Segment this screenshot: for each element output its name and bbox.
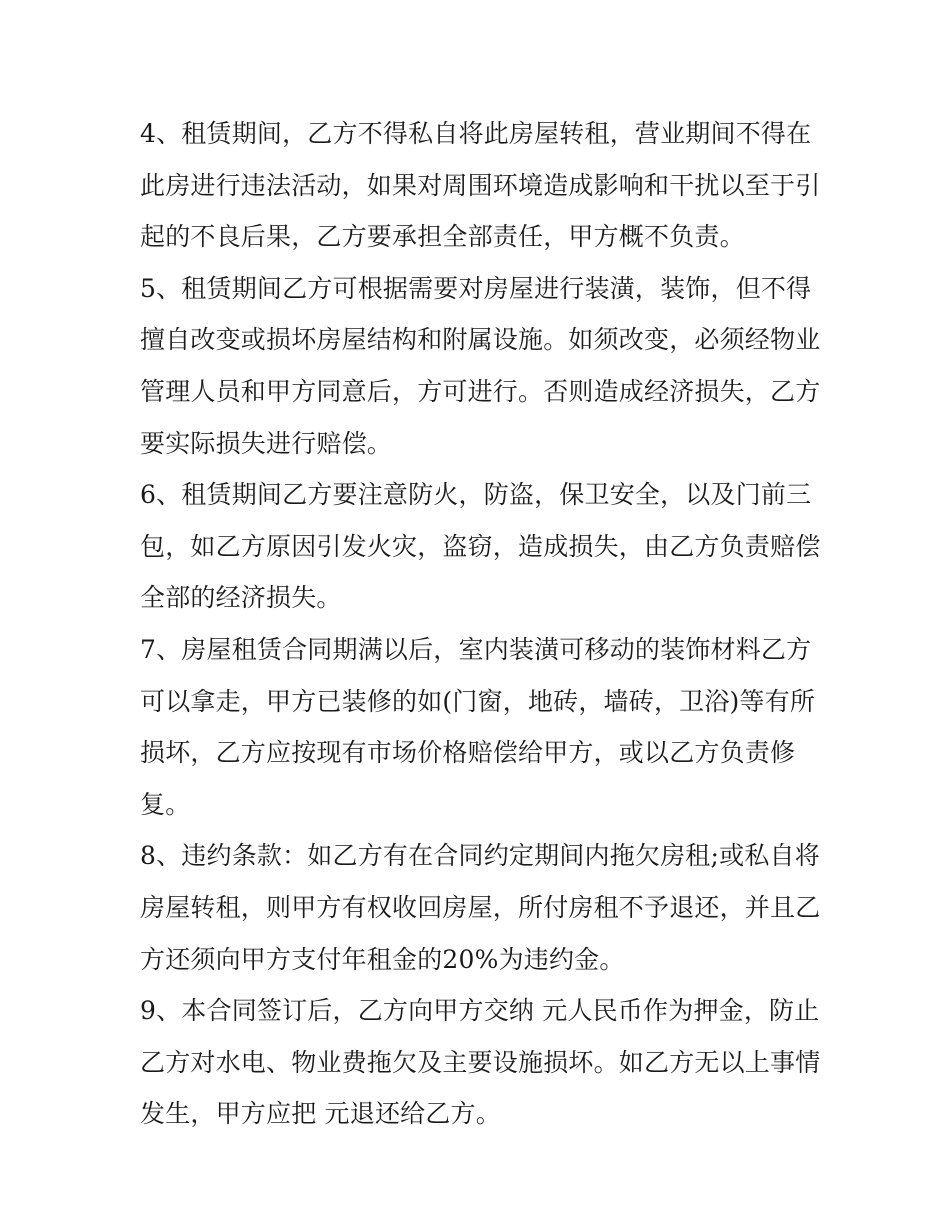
text-line: 7、房屋租赁合同期满以后，室内装潢可移动的装饰材料乙方 bbox=[140, 634, 812, 664]
text-line: 5、租赁期间乙方可根据需要对房屋进行装潢，装饰，但不得 bbox=[140, 273, 812, 303]
text-line: 9、本合同签订后，乙方向甲方交纳 元人民币作为押金，防止 bbox=[140, 996, 820, 1026]
text-line: 擅自改变或损坏房屋结构和附属设施。如须改变，必须经物业 bbox=[140, 325, 821, 355]
text-line: 要实际损失进行赔偿。 bbox=[140, 428, 393, 458]
text-line: 此房进行违法活动，如果对周围环境造成影响和干扰以至于引 bbox=[140, 170, 821, 200]
text-line: 8、违约条款：如乙方有在合同约定期间内拖欠房租;或私自将 bbox=[140, 841, 820, 871]
text-line: 乙方对水电、物业费拖欠及主要设施损坏。如乙方无以上事情 bbox=[140, 1047, 821, 1077]
text-line: 房屋转租，则甲方有权收回房屋，所付房租不予退还，并且乙 bbox=[140, 892, 821, 922]
text-line: 可以拿走，甲方已装修的如(门窗，地砖，墙砖，卫浴)等有所 bbox=[140, 686, 816, 716]
text-line: 管理人员和甲方同意后，方可进行。否则造成经济损失，乙方 bbox=[140, 376, 821, 406]
text-line: 4、租赁期间，乙方不得私自将此房屋转租，营业期间不得在 bbox=[140, 119, 812, 148]
text-line: 全部的经济损失。 bbox=[140, 583, 342, 613]
text-line: 方还须向甲方支付年租金的20%为违约金。 bbox=[140, 944, 625, 974]
text-line: 复。 bbox=[140, 789, 191, 819]
text-line: 包，如乙方原因引发火灾，盗窃，造成损失，由乙方负责赔偿 bbox=[140, 531, 821, 561]
text-line: 发生，甲方应把 元退还给乙方。 bbox=[140, 1099, 501, 1129]
text-line: 损坏，乙方应按现有市场价格赔偿给甲方，或以乙方负责修 bbox=[140, 738, 796, 768]
document-body bbox=[140, 108, 820, 1140]
text-line: 起的不良后果，乙方要承担全部责任，甲方概不负责。 bbox=[140, 222, 745, 252]
text-line: 6、租赁期间乙方要注意防火，防盗，保卫安全，以及门前三 bbox=[140, 480, 812, 510]
